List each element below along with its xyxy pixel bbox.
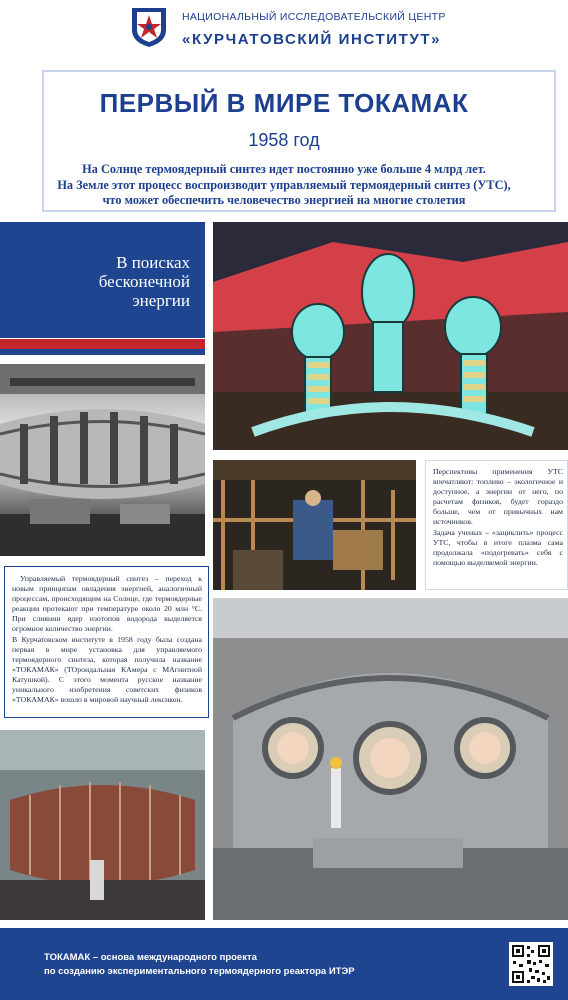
org-name-line1: НАЦИОНАЛЬНЫЙ ИССЛЕДОВАТЕЛЬСКИЙ ЦЕНТР — [182, 11, 446, 23]
paragraph: Задача ученых – «зациклить» процесс УТС, чтобы в итоге плазма сама продолжала «подогревать» себя с помощью выделяемой энергии. — [433, 527, 563, 567]
intro-line: что может обеспечить человечество энергией на многие столетия — [102, 193, 466, 207]
qr-code-icon[interactable] — [509, 942, 553, 986]
footer-text — [44, 951, 355, 978]
section-heading-line: бесконечной — [98, 272, 190, 291]
paragraph: В Курчатовском институте в 1958 году была создана первая в мире установка для управляемого термоядерного синтеза, которая получила название «ТОКАМАК» (ТОроидальная КАмера с МАгнитной Катушкой). С этого момента русское название уникального изобретения советских физиков «ТОКАМАК» вошло в мировой научный лексикон. — [12, 634, 202, 705]
year-subtitle: 1958 год — [248, 130, 320, 150]
photo-tokamak-coils-color — [213, 222, 568, 450]
kurchatov-logo-icon — [128, 6, 170, 48]
intro-line: На Земле этот процесс воспроизводит управляемый термоядерный синтез (УТС), — [57, 177, 511, 192]
paragraph: Управляемый термоядерный синтез – переход к новым принципам овладения энергией, аналогичный процессам, происходящим на Солнце, где термоядерные реакции протекают при температуре около 20 млн °C. При слиянии ядер изотопов водорода выделяется огромное количество энергии. — [12, 574, 202, 634]
page-title: ПЕРВЫЙ В МИРЕ ТОКАМАК — [99, 88, 469, 118]
photo-tokamak-portholes — [213, 598, 568, 920]
photo-reactor-interior — [213, 460, 416, 590]
blue-stripe — [0, 349, 205, 355]
red-stripe — [0, 339, 205, 349]
section-heading-line: энергии — [132, 291, 190, 310]
intro-text — [20, 162, 548, 209]
section-heading-line: В поисках — [116, 253, 190, 272]
photo-historic-tokamak — [0, 364, 205, 556]
footer-line: ТОКАМАК – основа международного проекта — [44, 952, 257, 963]
body-text-left — [12, 574, 202, 705]
intro-line: На Солнце термоядерный синтез идет постоянно уже больше 4 млрд лет. — [82, 162, 486, 176]
photo-tokamak-construction — [0, 730, 205, 920]
org-name-line2: «КУРЧАТОВСКИЙ ИНСТИТУТ» — [182, 31, 442, 48]
section-heading — [0, 253, 190, 310]
paragraph: Перспективы применения УТС впечатляют: топливо – экологичное и доступное, а энергии от него, по расчетам физиков, будет гораздо больше, чем от привычных нам источников. — [433, 467, 563, 527]
body-text-right — [433, 467, 563, 568]
footer-line: по созданию экспериментального термоядерного реактора ИТЭР — [44, 965, 355, 977]
